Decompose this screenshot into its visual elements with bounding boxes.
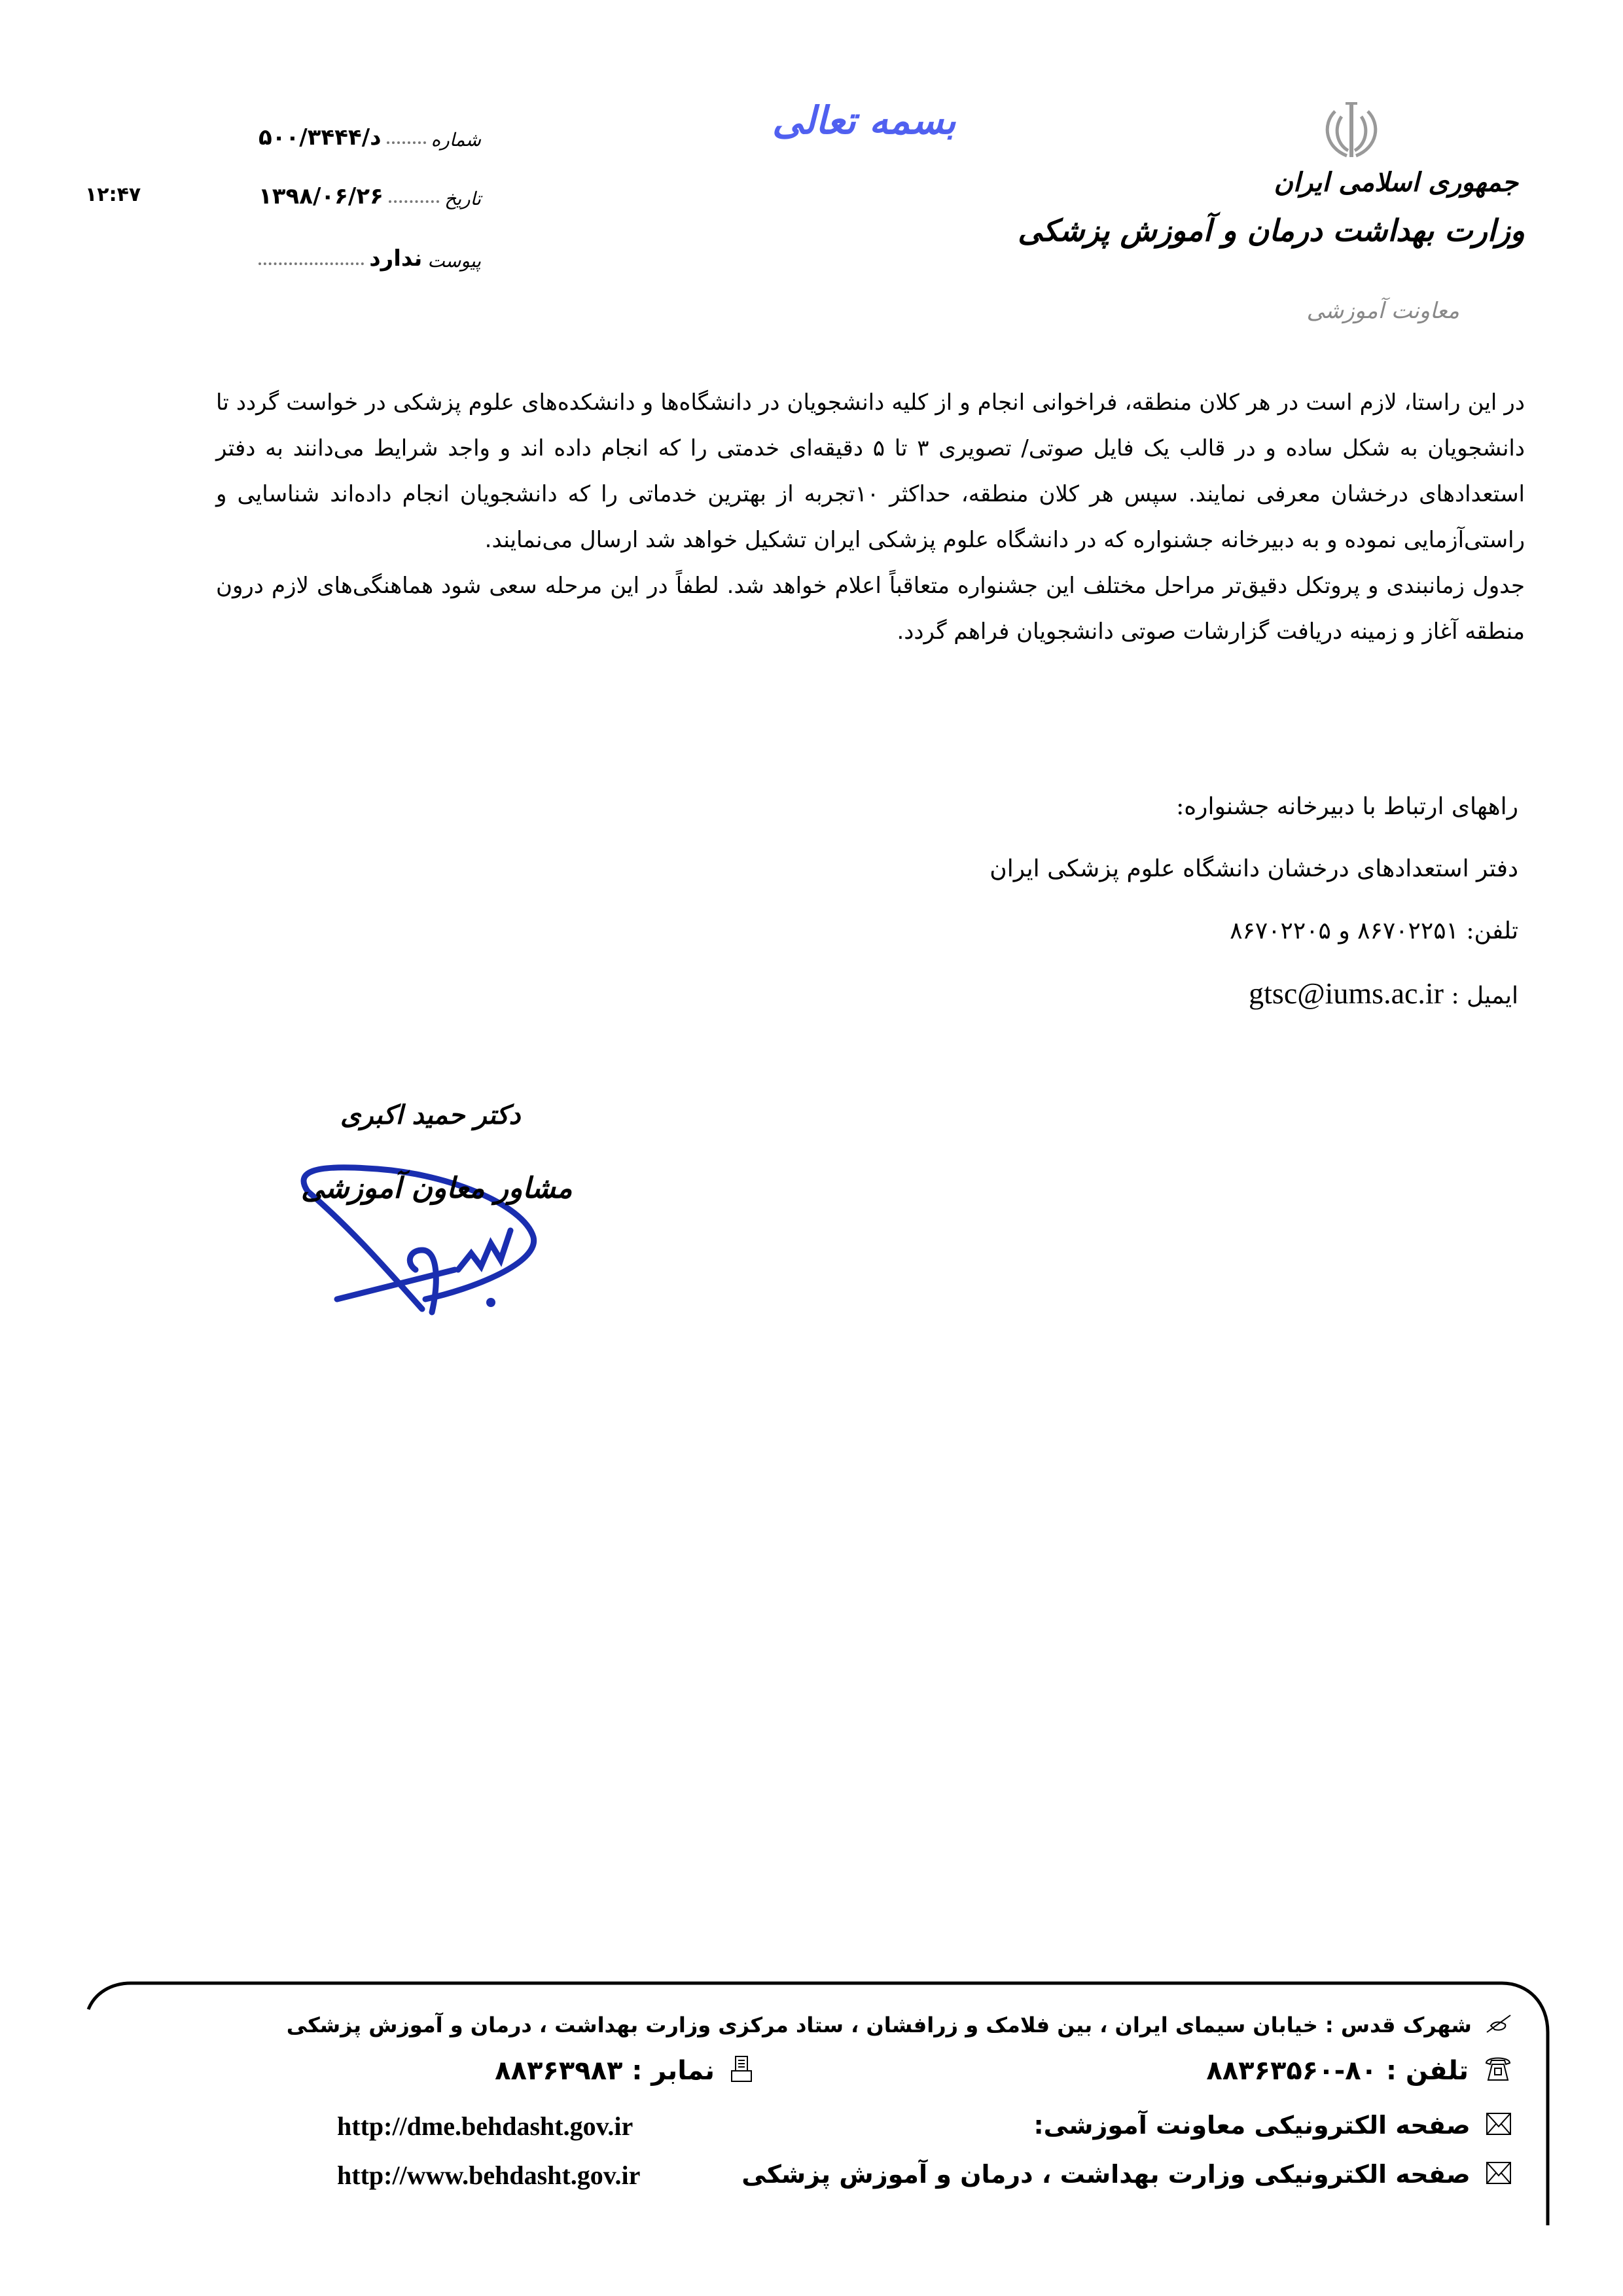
footer-address-row xyxy=(287,2013,1512,2039)
contact-phone-row xyxy=(602,900,1518,962)
signatory-title: مشاور معاون آموزشی xyxy=(301,1172,573,1205)
iran-emblem-icon xyxy=(1322,98,1381,160)
contact-email-link[interactable]: gtsc@iums.ac.ir xyxy=(1249,977,1444,1010)
footer-ministry-label: صفحه الکترونیکی وزارت بهداشت ، درمان و آموزش پزشکی xyxy=(741,2160,1471,2189)
body-paragraph-2: جدول زمانبندی و پروتکل دقیق‌تر مراحل مختلف این جشنواره متعاقباً اعلام خواهد شد. لطفاً در این مرحله سعی شود هماهنگی‌های لازم درون منطقه آغاز و زمینه دریافت گزارشات صوتی دانشجویان فراهم گردد. xyxy=(216,573,1525,645)
body-paragraph-1: در این راستا، لازم است در هر کلان منطقه، فراخوانی انجام و از کلیه دانشجویان در دانشگاه‌ها و دانشکده‌های علوم پزشکی در خواست گردد تا دانشجویان به شکل ساده و در قالب یک فایل صوتی/ تصویری ۳ تا ۵ دقیقه‌ای خدمتی را که انجام داده اند و واجد شرایط می‌دانند به دفتر استعدادهای درخشان معرفی نمایند. سپس هر کلان منطقه، حداکثر ۱۰تجربه از بهترین خدماتی را که دانشجویان انجام داده‌اند شناسایی و راستی‌آزمایی نموده و به دبیرخانه جشنواره که در دانشگاه علوم پزشکی ایران تشکیل خواهد شد ارسال می‌نمایند. xyxy=(216,389,1525,553)
footer-address: شهرک قدس : خیابان سیمای ایران ، بین فلامک و زرافشان ، ستاد مرکزی وزارت بهداشت ، درمان و آموزش پزشکی xyxy=(286,2013,1472,2037)
contact-phone-label: تلفن: xyxy=(1466,918,1518,944)
footer-dme-label: صفحه الکترونیکی معاونت آموزشی: xyxy=(1033,2111,1471,2140)
attachment-label: پیوست xyxy=(427,250,481,272)
letterhead-ministry: وزارت بهداشت درمان و آموزش پزشکی xyxy=(1018,213,1525,248)
letterhead-country: جمهوری اسلامی ایران xyxy=(1274,167,1518,198)
footer-frame xyxy=(82,1964,1554,2238)
bismillah-heading: بسمه تعالی xyxy=(772,98,956,143)
footer-dme-row xyxy=(1033,2111,1512,2142)
attachment-value: ندارد xyxy=(369,245,423,272)
contact-office: دفتر استعدادهای درخشان دانشگاه علوم پزشکی ایران xyxy=(990,855,1518,882)
footer-fax-label: نمابر : xyxy=(632,2056,715,2086)
fax-icon xyxy=(730,2055,753,2089)
envelope-icon xyxy=(1486,2161,1512,2191)
footer-phone-label: تلفن : xyxy=(1386,2056,1469,2086)
date-label: تاریخ xyxy=(444,188,481,209)
number-label: شماره xyxy=(431,129,481,151)
footer-fax-value: ۸۸۳۶۳۹۸۳ xyxy=(495,2056,623,2086)
dotted-leader xyxy=(389,200,439,203)
contact-phone-value: ۸۶۷۰۲۲۵۱ و ۸۶۷۰۲۲۰۵ xyxy=(1230,918,1459,944)
letterhead-department: معاونت آموزشی xyxy=(1306,298,1459,324)
contact-heading: راههای ارتباط با دبیرخانه جشنواره: xyxy=(1176,793,1518,820)
footer-ministry-row xyxy=(741,2160,1512,2191)
reference-date-row xyxy=(259,170,481,209)
footer-dme-url[interactable]: http://dme.behdasht.gov.ir xyxy=(337,2111,633,2141)
date-value: ۱۳۹۸/۰۶/۲۶ xyxy=(259,183,383,209)
dotted-leader xyxy=(259,262,364,265)
reference-attachment-row xyxy=(259,232,481,272)
envelope-icon xyxy=(1486,2112,1512,2142)
contact-block xyxy=(602,776,1518,1027)
contact-email-label: ایمیل : xyxy=(1451,982,1518,1009)
dotted-leader xyxy=(387,141,426,144)
number-value: د/۵۰۰/۳۴۴۴ xyxy=(259,124,382,151)
footer-ministry-url[interactable]: http://www.behdasht.gov.ir xyxy=(337,2161,641,2190)
signatory-name: دکتر حمید اکبری xyxy=(340,1100,521,1130)
reference-number-row xyxy=(259,111,481,151)
telephone-icon xyxy=(1484,2055,1512,2089)
letter-body xyxy=(216,380,1525,655)
time-note: ۱۲:۴۷ xyxy=(85,183,141,206)
writing-hand-icon xyxy=(1486,2014,1512,2039)
contact-email-row xyxy=(602,962,1518,1027)
footer-phone-value: ۸۰-۸۸۳۶۳۵۶۰ xyxy=(1206,2056,1378,2086)
footer-fax-row xyxy=(495,2055,753,2089)
footer-phone-row xyxy=(1206,2055,1512,2089)
